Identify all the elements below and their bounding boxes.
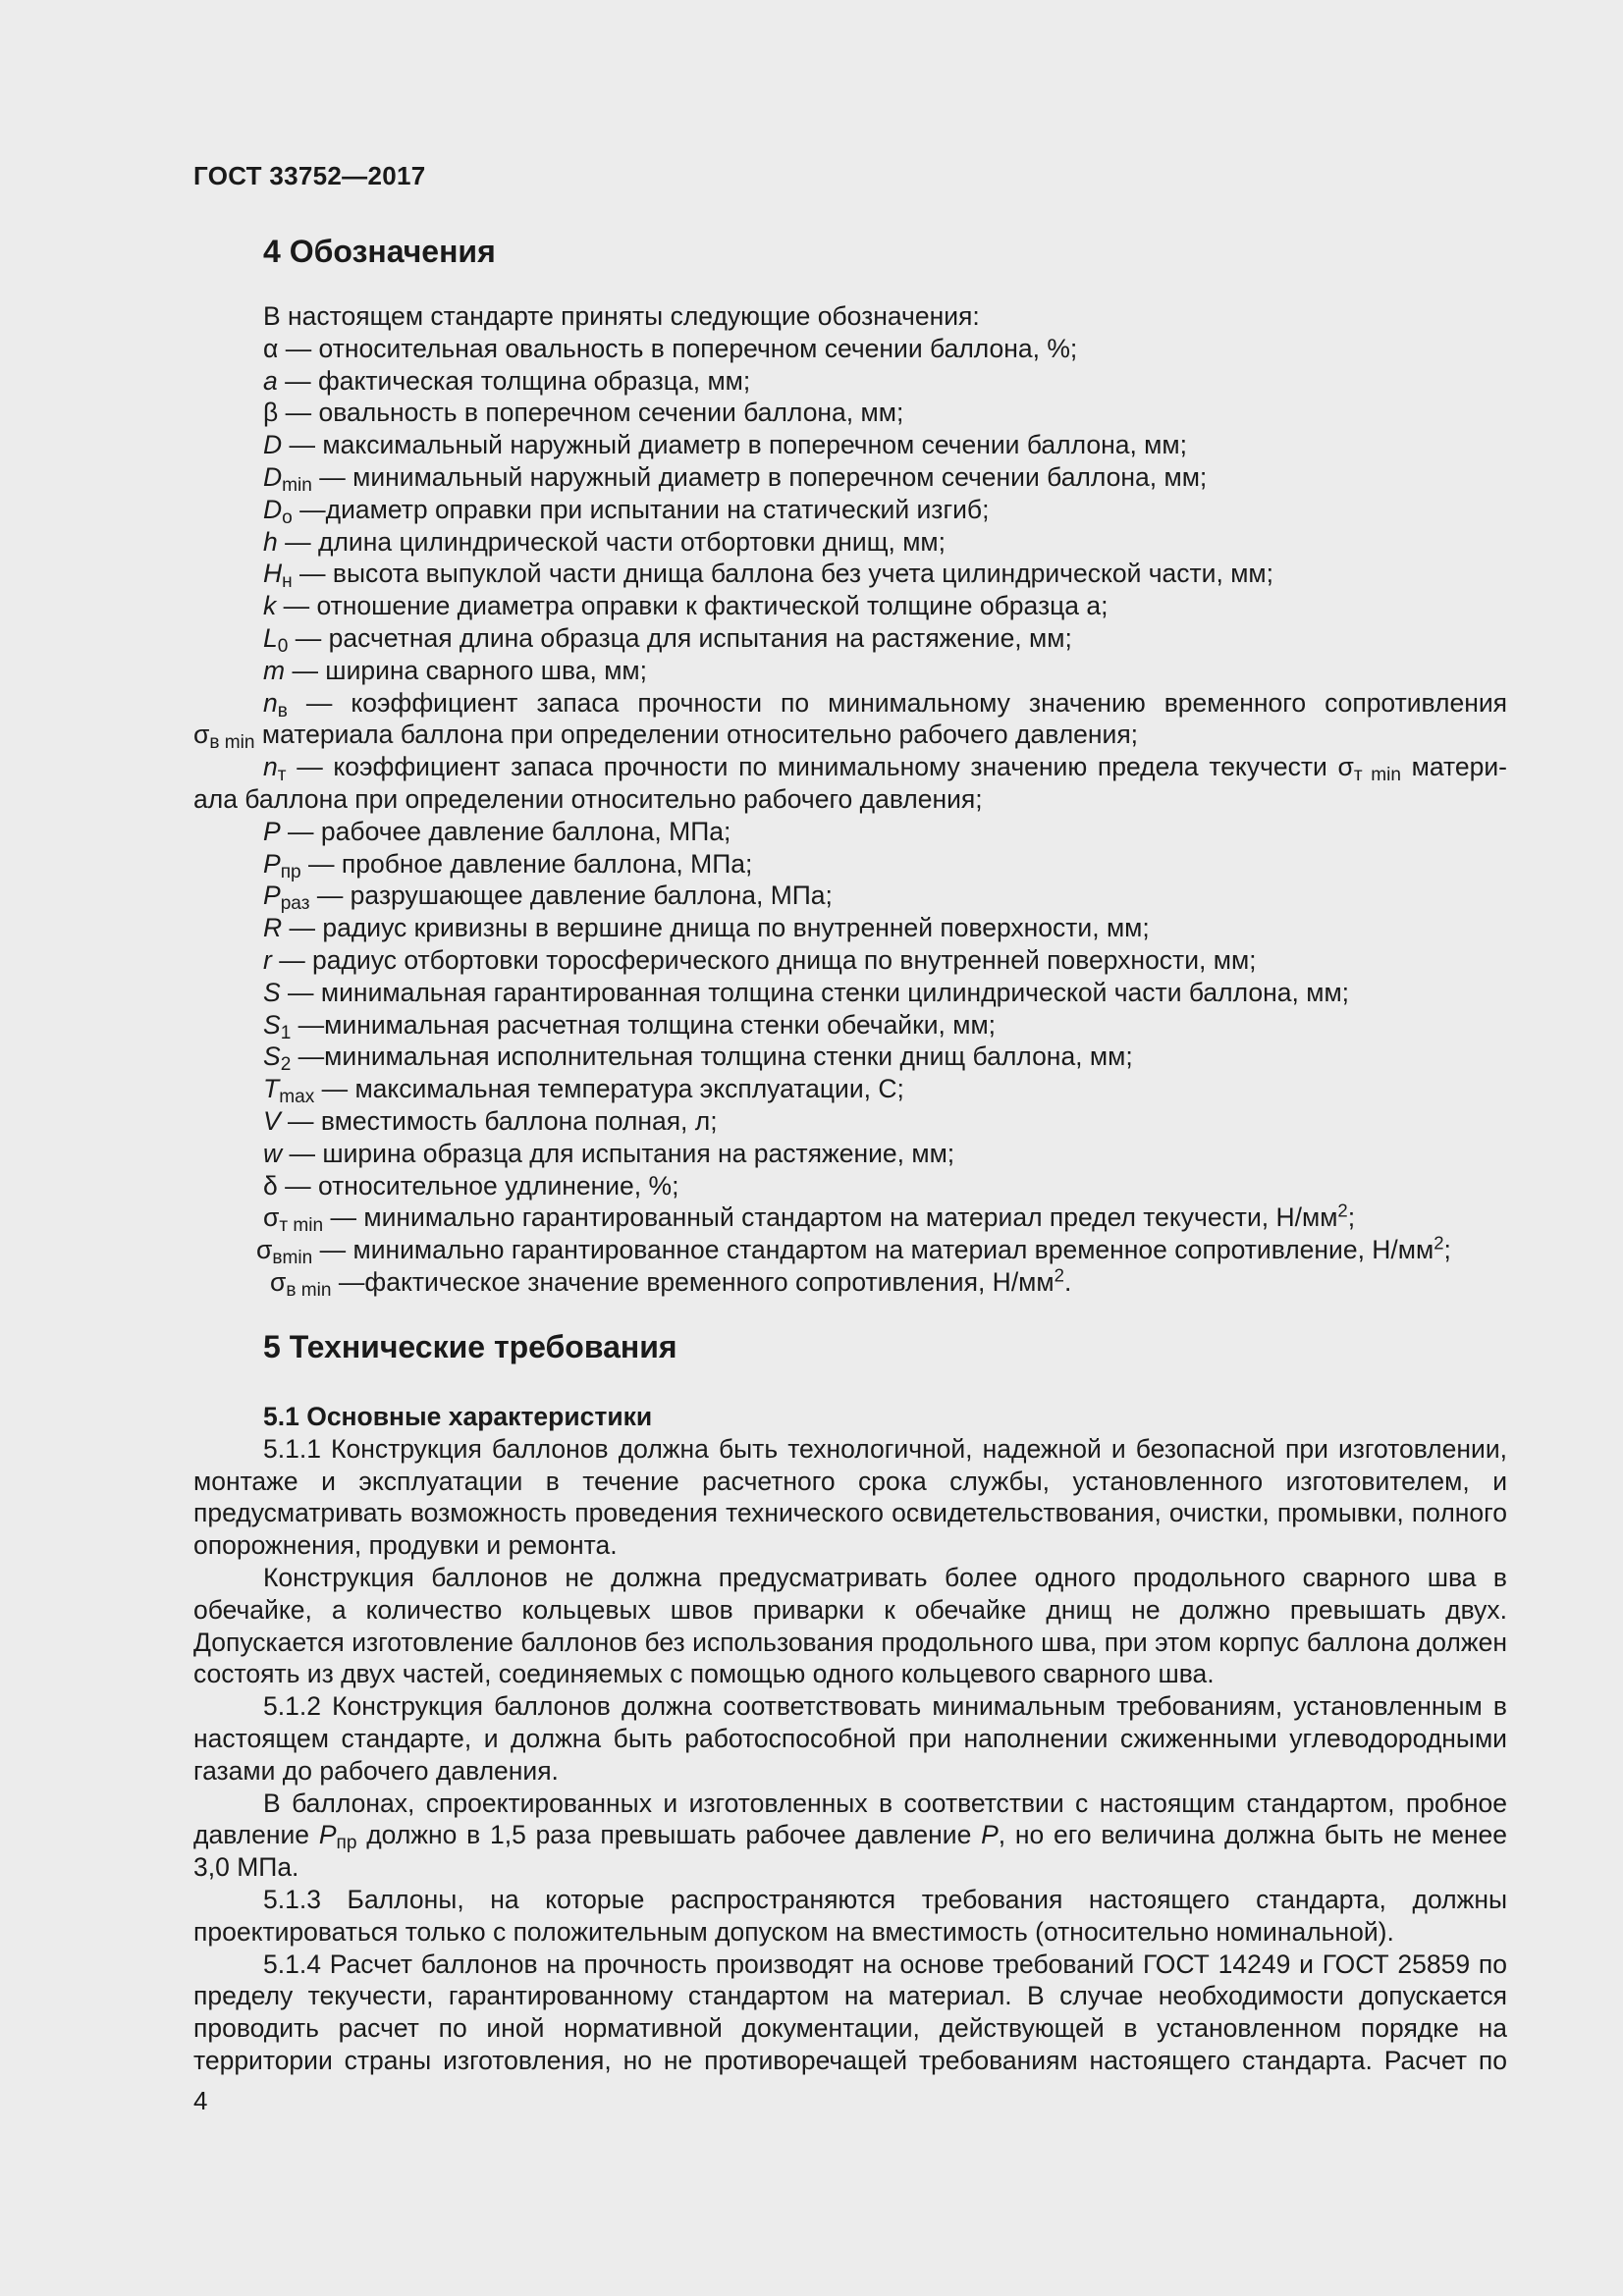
symbol-item: h — длина цилиндрической части отбортовки днищ, мм; xyxy=(263,526,947,557)
symbols-list xyxy=(193,300,1507,1299)
symbol-item: β — овальность в поперечном сечении баллона, мм; xyxy=(263,398,904,428)
paragraph-5-1-1-b: Конструкция баллонов не должна предусматривать более одного продольного сварного шва в обечайке, а количество кольцевых швов приварки к обечайке днищ не должно превышать двух. Допускается изготовление баллонов без использования продольного шва, при этом корпус баллона должен состоять из двух частей, соединяемых с помощью одного кольцевого сварного шва. xyxy=(193,1562,1507,1689)
symbol-item: P — рабочее давление баллона, МПа; xyxy=(263,816,731,846)
symbol-item: δ — относительное удлинение, %; xyxy=(263,1170,679,1201)
symbols-intro: В настоящем стандарте приняты следующие обозначения: xyxy=(263,301,980,331)
symbol-item: $L_0$ — расчетная длина образца для испытания на растяжение, мм; xyxy=(263,622,1072,657)
symbol-sigma-item: $\sigma_{вmin}$ — минимально гарантированное стандартом на материал временное сопротивление, $Н/мм^2$; xyxy=(256,1232,1451,1268)
symbol-item: r — радиус отбортовки торосферического днища по внутренней поверхности, мм; xyxy=(263,944,1257,975)
section-5-body xyxy=(193,1401,1507,2077)
symbol-item: $P_{пр}$ — пробное давление баллона, МПа; xyxy=(263,848,753,882)
symbol-nt-line1: $n_т$ — коэффициент запаса прочности по минимальному значению предела текучести $\sigma_{т min}$ матери- xyxy=(263,752,1507,785)
symbol-item: S — минимальная гарантированная толщина стенки цилиндрической части баллона, мм; xyxy=(263,977,1350,1007)
symbols-group-1 xyxy=(193,333,1507,687)
symbol-item: w — ширина образца для испытания на растяжение, мм; xyxy=(263,1138,955,1168)
paragraph-5-1-3: 5.1.3 Баллоны, на которые распространяются требования настоящего стандарта, должны проектироваться только с положительным допуском на вместимость (относительно номинальной). xyxy=(193,1884,1507,1947)
symbol-nt-line2: ала баллона при определении относительно рабочего давления; xyxy=(193,783,983,814)
section-5-title: 5 Технические требования xyxy=(263,1329,677,1364)
paragraph-5-1-2: 5.1.2 Конструкция баллонов должна соответствовать минимальным требованиям, установленным в настоящем стандарте, и должна быть работоспособной при наполнении сжиженными углеводородными газами до рабочего давления. xyxy=(193,1691,1507,1786)
symbol-sigma-item: $\sigma_{т min}$ — минимально гарантированный стандартом на материал предел текучести, $Н/мм^2$; xyxy=(263,1201,1356,1237)
symbol-item: $D_о$ —диаметр оправки при испытании на статический изгиб; xyxy=(263,494,990,528)
paragraph-5-1-1: 5.1.1 Конструкция баллонов должна быть технологичной, надежной и безопасной при изготовлении, монтаже и эксплуатации в течение расчетного срока службы, установленного изготовителем, и предусматривать возможность проведения технического освидетельствования, очистки, промывки, полного опорожнения, продувки и ремонта. xyxy=(193,1433,1507,1561)
symbol-item: m — ширина сварного шва, мм; xyxy=(263,655,648,685)
paragraph-5-1-2-b: В баллонах, спроектированных и изготовленных в соответствии с настоящим стандартом, пробное давление $P_{пр}$ должно в 1,5 раза превышать рабочее давление P, но его величина должна быть не менее 3,0 МПа. xyxy=(193,1788,1507,1883)
symbol-item: α — относительная овальность в поперечном сечении баллона, %; xyxy=(263,333,1078,363)
symbol-item: a — фактическая толщина образца, мм; xyxy=(263,365,751,396)
subsection-5-1-title: 5.1 Основные характеристики xyxy=(263,1402,653,1431)
symbol-item: k — отношение диаметра оправки к фактической толщине образца а; xyxy=(263,591,1109,621)
document-header: ГОСТ 33752—2017 xyxy=(193,161,426,190)
symbol-item: D — максимальный наружный диаметр в поперечном сечении баллона, мм; xyxy=(263,430,1187,460)
symbol-item: $D_{min}$ — минимальный наружный диаметр в поперечном сечении баллона, мм; xyxy=(263,461,1208,496)
symbol-item: $T_{max}$ — максимальная температура эксплуатации, С; xyxy=(263,1074,904,1107)
symbols-group-2 xyxy=(193,816,1507,1202)
symbol-item: $S_2$ —минимальная исполнительная толщина стенки днищ баллона, мм; xyxy=(263,1041,1133,1076)
symbol-item: V — вместимость баллона полная, л; xyxy=(263,1105,718,1136)
symbol-nv-line1: $n_в$ — коэффициент запаса прочности по минимальному значению временного сопротивления xyxy=(263,687,1507,721)
symbol-nv-line2: $\sigma_{в min}$ материала баллона при определении относительно рабочего давления; xyxy=(193,720,1139,754)
symbol-sigma-item: $\sigma_{в min}$ —фактическое значение временного сопротивления, $Н/мм^2$. xyxy=(270,1264,1072,1301)
symbols-sigma-group xyxy=(193,1201,1507,1301)
symbol-item: $H_н$ — высота выпуклой части днища баллона без учета цилиндрической части, мм; xyxy=(263,559,1274,593)
section-4-title: 4 Обозначения xyxy=(263,234,496,269)
symbol-item: R — радиус кривизны в вершине днища по внутренней поверхности, мм; xyxy=(263,913,1150,943)
symbol-item: $S_1$ —минимальная расчетная толщина стенки обечайки, мм; xyxy=(263,1009,997,1043)
symbol-item: $P_{раз}$ — разрушающее давление баллона, МПа; xyxy=(263,881,833,915)
page-number: 4 xyxy=(193,2086,208,2115)
paragraph-5-1-4: 5.1.4 Расчет баллонов на прочность производят на основе требований ГОСТ 14249 и ГОСТ 25859 по пределу текучести, гарантированному стандартом на материал. В случае необходимости допускается проводить расчет по иной нормативной документации, действующей в установленном порядке на территории страны изготовления, но не противоречащей требованиям настоящего стандарта. Расчет по xyxy=(193,1949,1507,2075)
